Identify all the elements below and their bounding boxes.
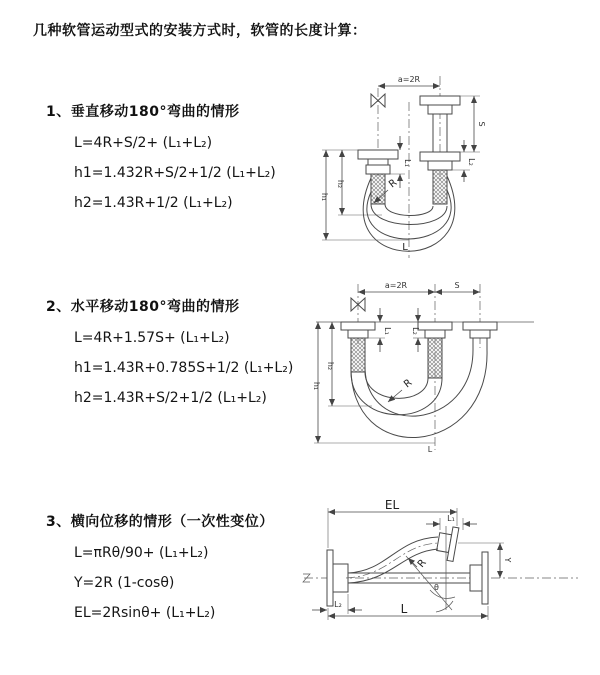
radius-label: R xyxy=(415,557,429,570)
formula-h2: h2=1.43R+S/2+1/2 (L₁+L₂) xyxy=(74,390,267,406)
travel-dimension-label: S xyxy=(454,281,460,290)
height2-dimension-label: h₂ xyxy=(326,361,335,371)
diagram-vertical-travel-180-bend xyxy=(312,72,600,262)
section-3-heading: 3、横向位移的情形（一次性变位） xyxy=(46,514,274,530)
angle-label: θ xyxy=(434,583,439,592)
section-2-heading: 2、水平移动180°弯曲的情形 xyxy=(46,299,240,315)
dimension-end2 xyxy=(312,594,362,614)
formula-el: EL=2Rsinθ+ (L₁+L₂) xyxy=(74,605,216,621)
dimension-end1 xyxy=(426,514,477,530)
length-label: L xyxy=(402,242,408,253)
centerlines xyxy=(316,284,534,450)
braided-hose-section xyxy=(351,338,365,372)
formula-offset-y: Y=2R (1-cosθ) xyxy=(74,575,175,591)
section-1-heading: 1、垂直移动180°弯曲的情形 xyxy=(46,104,240,120)
radius-callout xyxy=(408,557,429,569)
formula-length: L=4R+S/2+ (L₁+L₂) xyxy=(74,135,213,151)
flange-right-end-position2 xyxy=(435,525,459,562)
flange-right-end-position1 xyxy=(470,552,488,604)
flange-moving-end-position1 xyxy=(418,322,452,378)
end2-dimension-label: L₂ xyxy=(467,158,476,166)
dimension-span xyxy=(358,281,435,292)
end2-dimension-label: L₂ xyxy=(334,600,342,609)
dimension-span xyxy=(378,75,440,86)
hose-offset-position xyxy=(346,537,438,583)
diagram-lateral-offset xyxy=(300,498,600,658)
formula-h2: h2=1.43R+1/2 (L₁+L₂) xyxy=(74,195,233,211)
span-dimension-label: a=2R xyxy=(384,281,408,290)
hose-u-bend xyxy=(351,350,487,438)
dimension-travel xyxy=(435,281,480,292)
radius-label: R xyxy=(387,177,400,191)
dimension-length xyxy=(328,602,488,620)
section-lateral-offset xyxy=(46,511,326,628)
length-label: L xyxy=(427,445,433,454)
dimension-el xyxy=(328,498,457,548)
flange-moving-end-position2 xyxy=(463,322,497,350)
page-title: 几种软管运动型式的安装方式时，软管的长度计算： xyxy=(33,23,367,39)
end1-dimension-label: L₁ xyxy=(447,514,455,523)
flange-left-end xyxy=(327,550,348,606)
flange-fixed-end xyxy=(341,322,375,372)
braided-hose-section xyxy=(428,338,442,378)
height1-dimension-label: h₁ xyxy=(312,381,321,391)
diagram-horizontal-travel-180-bend xyxy=(310,278,600,456)
end1-dimension-label: L₁ xyxy=(383,327,392,335)
section-vertical-travel xyxy=(46,101,326,218)
braided-hose-section xyxy=(433,170,447,204)
section-horizontal-travel xyxy=(46,296,326,413)
end2-dimension-label: L₂ xyxy=(411,327,420,335)
travel-dimension-label: S xyxy=(477,121,486,127)
span-dimension-label: a=2R xyxy=(397,75,421,84)
formula-length: L=4R+1.57S+ (L₁+L₂) xyxy=(74,330,230,346)
dimension-heights xyxy=(312,322,435,443)
el-dimension-label: EL xyxy=(384,498,400,512)
radius-label: R xyxy=(402,377,415,391)
height2-dimension-label: h₂ xyxy=(336,179,345,189)
formula-h1: h1=1.432R+S/2+1/2 (L₁+L₂) xyxy=(74,165,276,181)
end1-dimension-label: L₁ xyxy=(403,159,412,167)
height1-dimension-label: h₁ xyxy=(320,192,329,202)
length-label: L xyxy=(400,602,408,616)
offset-dimension-label: Y xyxy=(503,557,512,563)
angle-callout xyxy=(434,583,439,592)
formula-h1: h1=1.43R+0.785S+1/2 (L₁+L₂) xyxy=(74,360,294,376)
formula-length: L=πRθ/90+ (L₁+L₂) xyxy=(74,545,209,561)
